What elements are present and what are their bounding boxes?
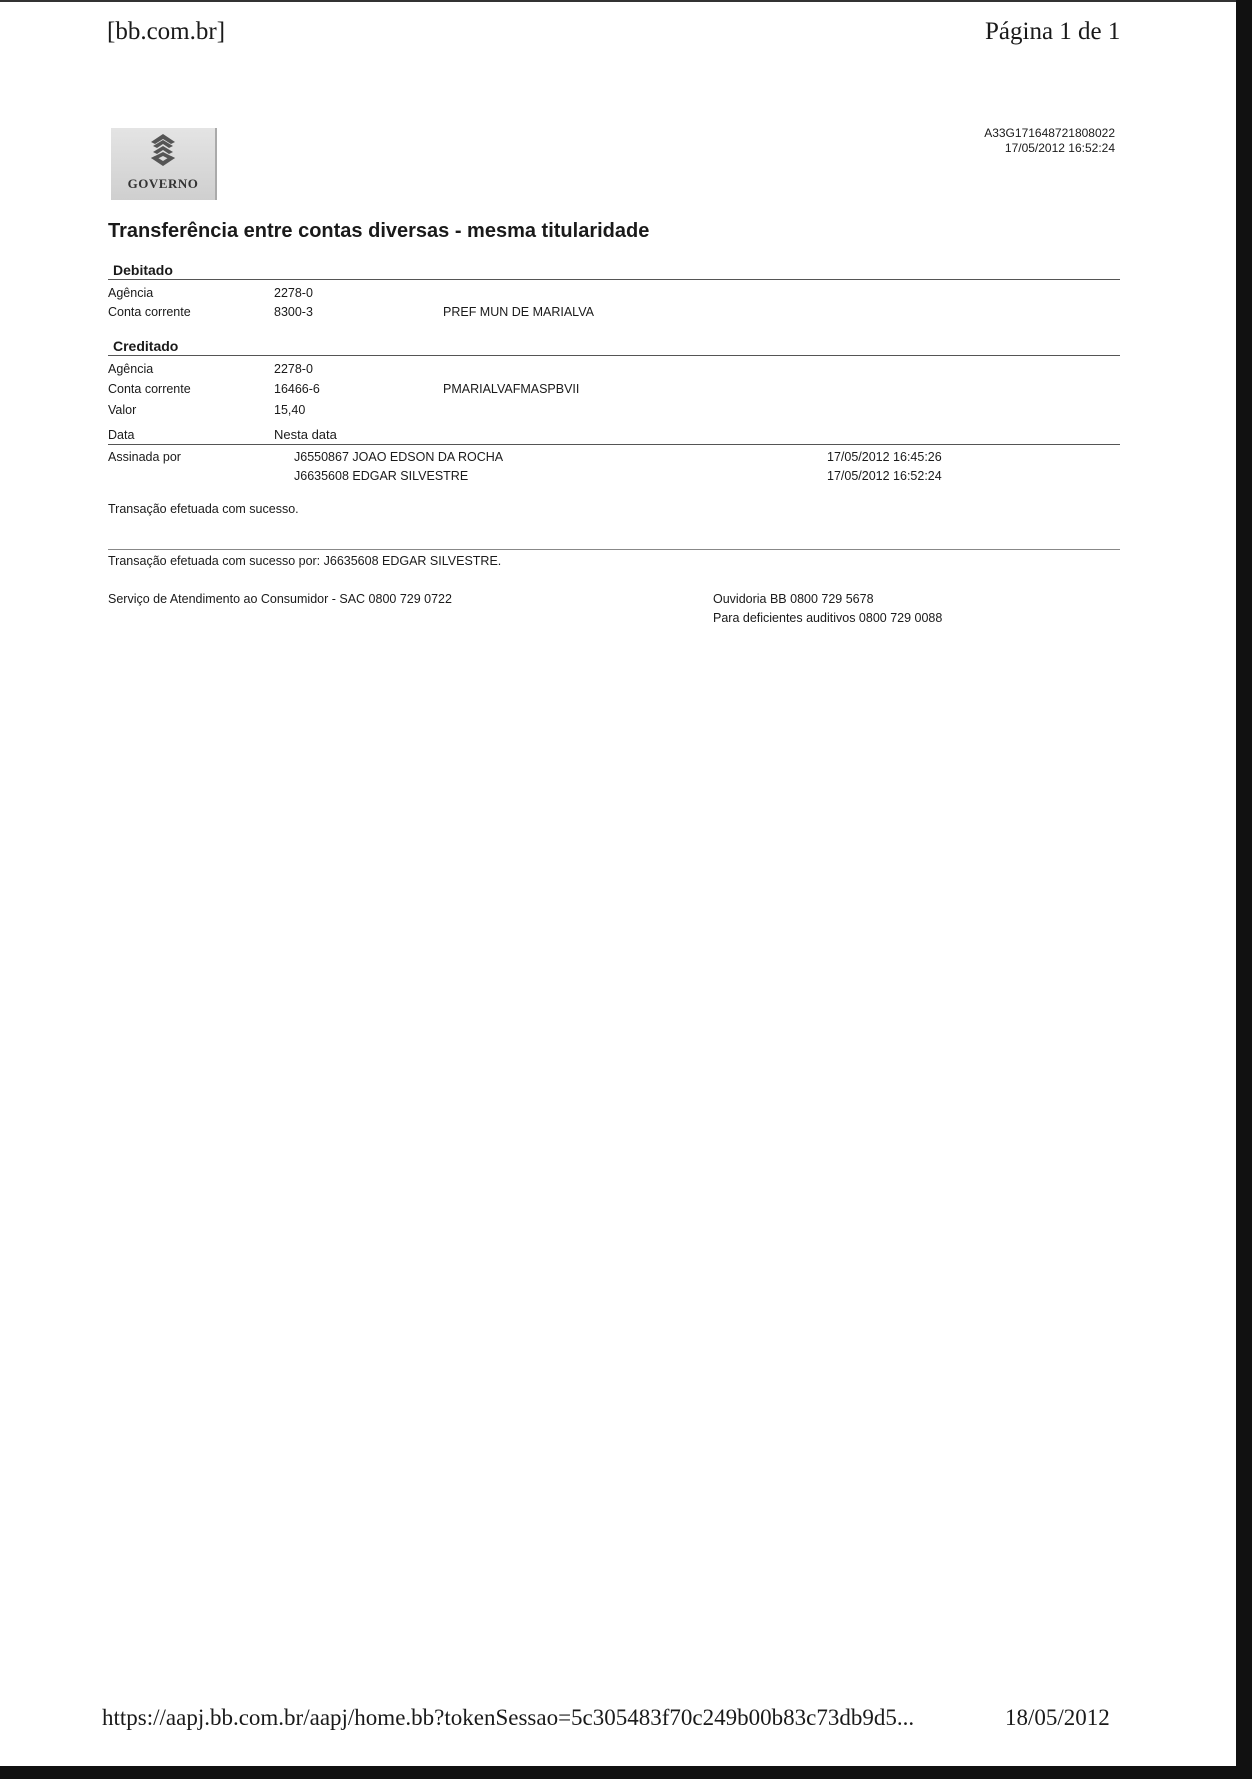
valor-value: 15,40 — [274, 403, 306, 417]
deficientes-contact: Para deficientes auditivos 0800 729 0088 — [713, 611, 943, 625]
page-title: Transferência entre contas diversas - mesma titularidade — [108, 220, 650, 242]
signer-time: 17/05/2012 16:52:24 — [827, 469, 942, 483]
bb-logo-icon — [145, 132, 181, 168]
scan-border-right — [1236, 0, 1252, 1779]
status-message: Transação efetuada com sucesso. — [108, 502, 299, 516]
section-debitado-heading: Debitado — [113, 262, 173, 278]
divider — [108, 444, 1120, 445]
print-footer-url: https://aapj.bb.com.br/aapj/home.bb?tokenSessao=5c305483f70c249b00b83c73db9d5... — [102, 1705, 915, 1730]
debitado-agencia-label: Agência — [108, 286, 154, 300]
assinada-por-label: Assinada por — [108, 450, 181, 464]
debitado-conta-label: Conta corrente — [108, 305, 191, 319]
creditado-agencia-label: Agência — [108, 362, 154, 376]
debitado-titular: PREF MUN DE MARIALVA — [443, 305, 594, 319]
scan-border-top — [0, 0, 1252, 2]
debitado-conta-value: 8300-3 — [274, 305, 313, 319]
print-header-site: [bb.com.br] — [107, 18, 226, 45]
print-header-page: Página 1 de 1 — [985, 18, 1121, 45]
creditado-agencia-value: 2278-0 — [274, 362, 313, 376]
signer-name: J6550867 JOAO EDSON DA ROCHA — [294, 450, 504, 464]
section-creditado-heading: Creditado — [113, 338, 179, 354]
bb-governo-logo — [111, 128, 217, 200]
signer-time: 17/05/2012 16:45:26 — [827, 450, 942, 464]
scan-border-bottom — [0, 1766, 1252, 1779]
logo-text: GOVERNO — [127, 176, 199, 191]
ouvidoria-contact: Ouvidoria BB 0800 729 5678 — [713, 592, 874, 606]
data-label: Data — [108, 428, 135, 442]
creditado-conta-label: Conta corrente — [108, 382, 191, 396]
signer-name: J6635608 EDGAR SILVESTRE — [294, 469, 469, 483]
valor-label: Valor — [108, 403, 137, 417]
divider — [108, 355, 1120, 356]
creditado-titular: PMARIALVAFMASPBVII — [443, 382, 580, 396]
divider — [108, 279, 1120, 280]
status-by-message: Transação efetuada com sucesso por: J6635608 EDGAR SILVESTRE. — [108, 554, 502, 568]
data-value: Nesta data — [274, 427, 337, 442]
divider — [108, 549, 1120, 550]
reference-code: A33G171648721808022 — [984, 126, 1115, 140]
sac-contact: Serviço de Atendimento ao Consumidor - SAC 0800 729 0722 — [108, 592, 452, 606]
print-footer-date: 18/05/2012 — [1005, 1705, 1110, 1730]
debitado-agencia-value: 2278-0 — [274, 286, 313, 300]
reference-timestamp: 17/05/2012 16:52:24 — [1004, 141, 1115, 155]
creditado-conta-value: 16466-6 — [274, 382, 320, 396]
